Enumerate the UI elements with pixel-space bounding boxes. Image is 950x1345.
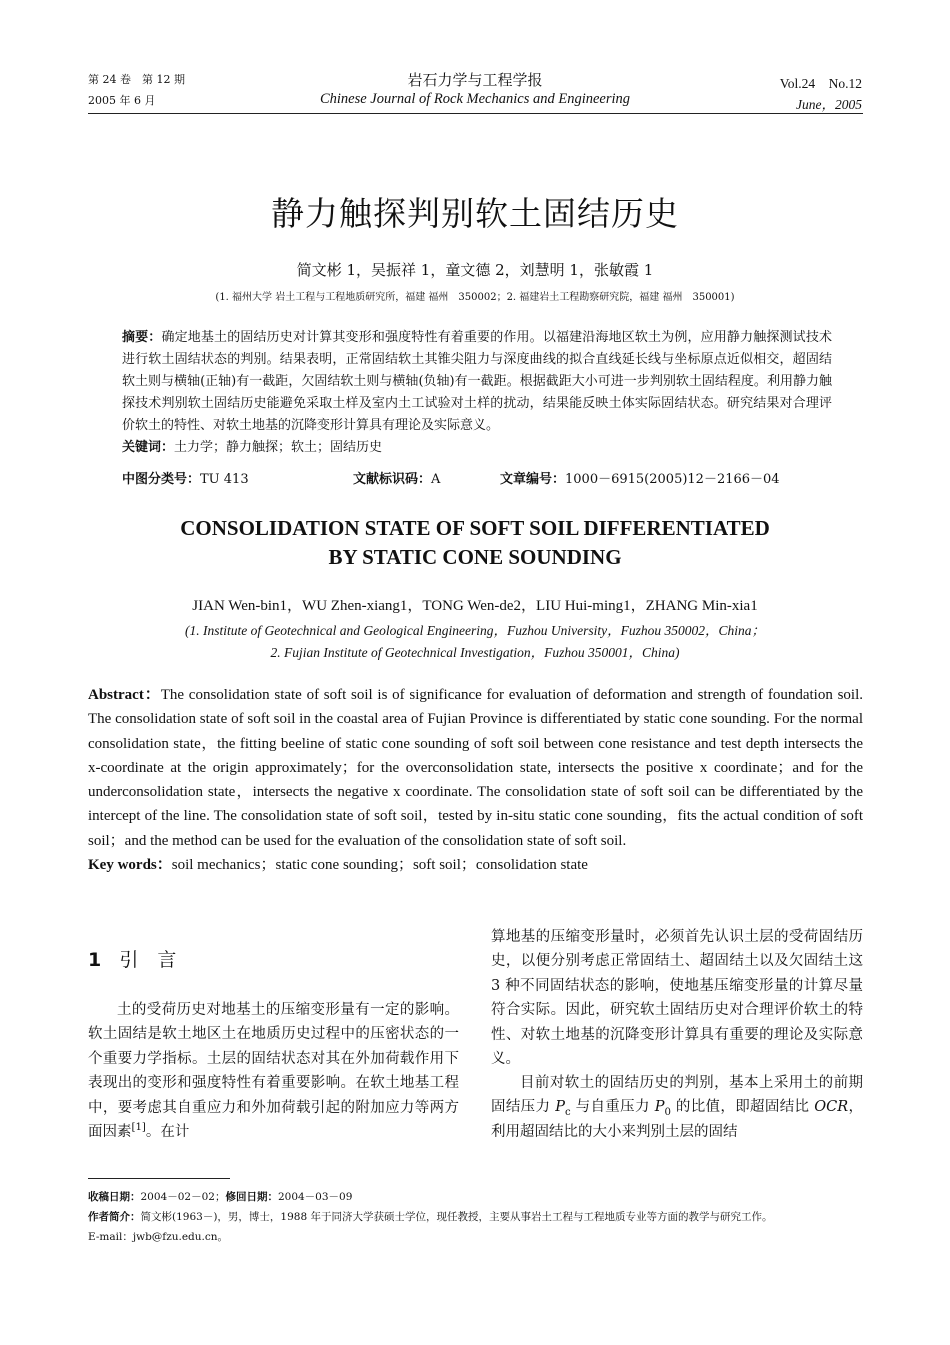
right-col-para-2c: 的比值，即超固结比 [670,1099,815,1116]
page-title-zh: 静力触探判别软土固结历史 [271,194,679,233]
doc-value: A [431,472,441,487]
symbol-ocr: OCR [814,1099,849,1116]
clc-code [122,468,249,487]
symbol-sub-c: c [565,1107,571,1119]
clc-value: TU 413 [200,472,249,487]
affiliation-en-2: 2. Fujian Institute of Geotechnical Investigation，Fuzhou 350001，China) [270,645,680,660]
doc-label: 文献标识码： [353,472,432,487]
left-col-para-b: 。在计 [145,1124,190,1141]
authors-zh: 简文彬 1，吴振祥 1，童文德 2，刘慧明 1，张敏霞 1 [296,261,654,279]
right-column-para-2 [491,1071,863,1144]
left-col-para-a: 土的受荷历史对地基土的压缩变形量有一定的影响。软土固结是软土地区土在地质历史过程中的压密状态的一个重要力学指标。土层的固结状态对其在外加荷载作用下表现出的变形和强度特性有着重要影响。在软土地基工程中，要考虑其自重应力和外加荷载引起的附加应力等两方面因素 [88,1002,459,1141]
right-col-para-2b: 与自重压力 [570,1099,655,1116]
clc-label: 中图分类号： [122,472,201,487]
symbol-p0: P [654,1099,665,1116]
footnote-rule [88,1178,230,1179]
header-rule [88,113,863,114]
right-column-para-1: 算地基的压缩变形量时，必须首先认识土层的受荷固结历史，以便分别考虑正常固结土、超固结土以及欠固结土这 3 种不同固结状态的影响，使地基压缩变形量的计算尽量符合实际。因此，研究软土固结历史对合理评价软土的特性、对软土地基的沉降变形计算具有重要的理论及实际意义。 [491,929,863,1068]
left-column-text [88,998,459,1144]
author-bio-label: 作者简介： [88,1211,141,1223]
abstract-zh-label: 摘要： [122,330,162,345]
keywords-en-text: soil mechanics；static cone sounding；soft soil；consolidation state [171,857,588,874]
received-label: 收稿日期： [88,1191,141,1203]
affiliation-en-1: (1. Institute of Geotechnical and Geological Engineering，Fuzhou University，Fuzhou 350002，China； [184,623,766,638]
citation-ref: [1] [131,1122,146,1134]
article-label: 文章编号： [500,472,566,487]
header-volume: 第 24 卷 第 12 期 [88,73,185,86]
header-journal-en: Chinese Journal of Rock Mechanics and Engineering [319,91,631,107]
footnote-dates [88,1189,868,1205]
abstract-en [88,683,863,877]
title-en-line-2: BY STATIC CONE SOUNDING [328,545,622,569]
abstract-zh [122,327,832,437]
footnote-email: E-mail：jwb@fzu.edu.cn。 [88,1231,229,1243]
keywords-zh-text: 土力学；静力触探；软土；固结历史 [174,440,383,455]
page-title-en [0,514,950,572]
right-col-para-2a: 目前对软土的固结历史的判别，基本上采用土的前期固结压力 [491,1075,863,1116]
abstract-zh-text: 确定地基土的固结历史对计算其变形和强度特性有着重要的作用。以福建沿海地区软土为例，应用静力触探测试技术进行软土固结状态的判别。结果表明，正常固结软土其锥尖阻力与深度曲线的拟合直线延长线与坐标原点近似相交，超固结软土则与横轴(正轴)有一截距，欠固结软土则与横轴(负轴)有一截距。根据截距大小可进一步判别软土固结程度。利用静力触探技术判别软土固结历史能避免采取土样及室内土工试验对土样的扰动，结果能反映土体实际固结状态。研究结果对合理评价软土的特性、对软土地基的沉降变形计算具有理论及实际意义。 [122,330,832,433]
abstract-en-label: Abstract： [88,687,161,703]
keywords-zh-label: 关键词： [122,440,175,455]
revised-label: 修回日期： [225,1191,278,1203]
right-col-para-2d: ，利用超固结比的大小来判别土层的固结 [491,1099,864,1140]
received-date: 2004－02－02； [140,1191,226,1203]
doc-code [353,468,440,487]
title-en-line-1: CONSOLIDATION STATE OF SOFT SOIL DIFFERENTIATED [180,516,770,540]
header-volume-en: Vol.24 No.12 [779,76,862,91]
authors-en: JIAN Wen-bin1，WU Zhen-xiang1，TONG Wen-de2，LIU Hui-ming1，ZHANG Min-xia1 [192,598,758,614]
article-value: 1000－6915(2005)12－2166－04 [565,472,780,487]
header-journal-zh: 岩石力学与工程学报 [407,71,543,89]
section-title: 引 言 [119,949,177,971]
section-number: 1 [88,949,102,971]
keywords-en-label: Key words： [88,857,172,874]
symbol-p: P [555,1099,566,1116]
symbol-sub-0: 0 [664,1107,671,1119]
affiliation-zh: (1. 福州大学 岩土工程与工程地质研究所，福建 福州 350002；2. 福建岩土工程勘察研究院，福建 福州 350001) [215,292,735,303]
author-bio: 简文彬(1963－)，男，博士，1988 年于同济大学获硕士学位，现任教授，主要从事岩土工程与工程地质专业等方面的教学与研究工作。 [140,1211,773,1223]
keywords-zh [122,437,832,459]
abstract-en-text: The consolidation state of soft soil is of significance for evaluation of deformation and strength of foundation soil. The consolidation state of soft soil in the coastal area of Fujian Province is differentiated by static cone sounding. For the normal consolidation state，the fitting beeline of static cone sounding of soft soil between cone resistance and test depth intersects the x-coordinate at the origin approximately；for the overconsolidation state, intersects the positive x coordinate；and for the underconsolidation state，intersects the negative x coordinate. The consolidation state of soft soil can be differentiated by the intercept of the line. The consolidation state of soft soil，tested by in-situ static cone sounding，fits the actual condition of soft soil；and the method can be used for the evaluation of the consolidation state of soft soil. [88,687,863,849]
section-heading [88,945,176,972]
footnote-author [88,1209,868,1225]
article-number [500,468,780,487]
revised-date: 2004－03－09 [277,1191,353,1203]
header-date-en: June，2005 [796,97,862,112]
header-date: 2005 年 6 月 [88,94,156,107]
